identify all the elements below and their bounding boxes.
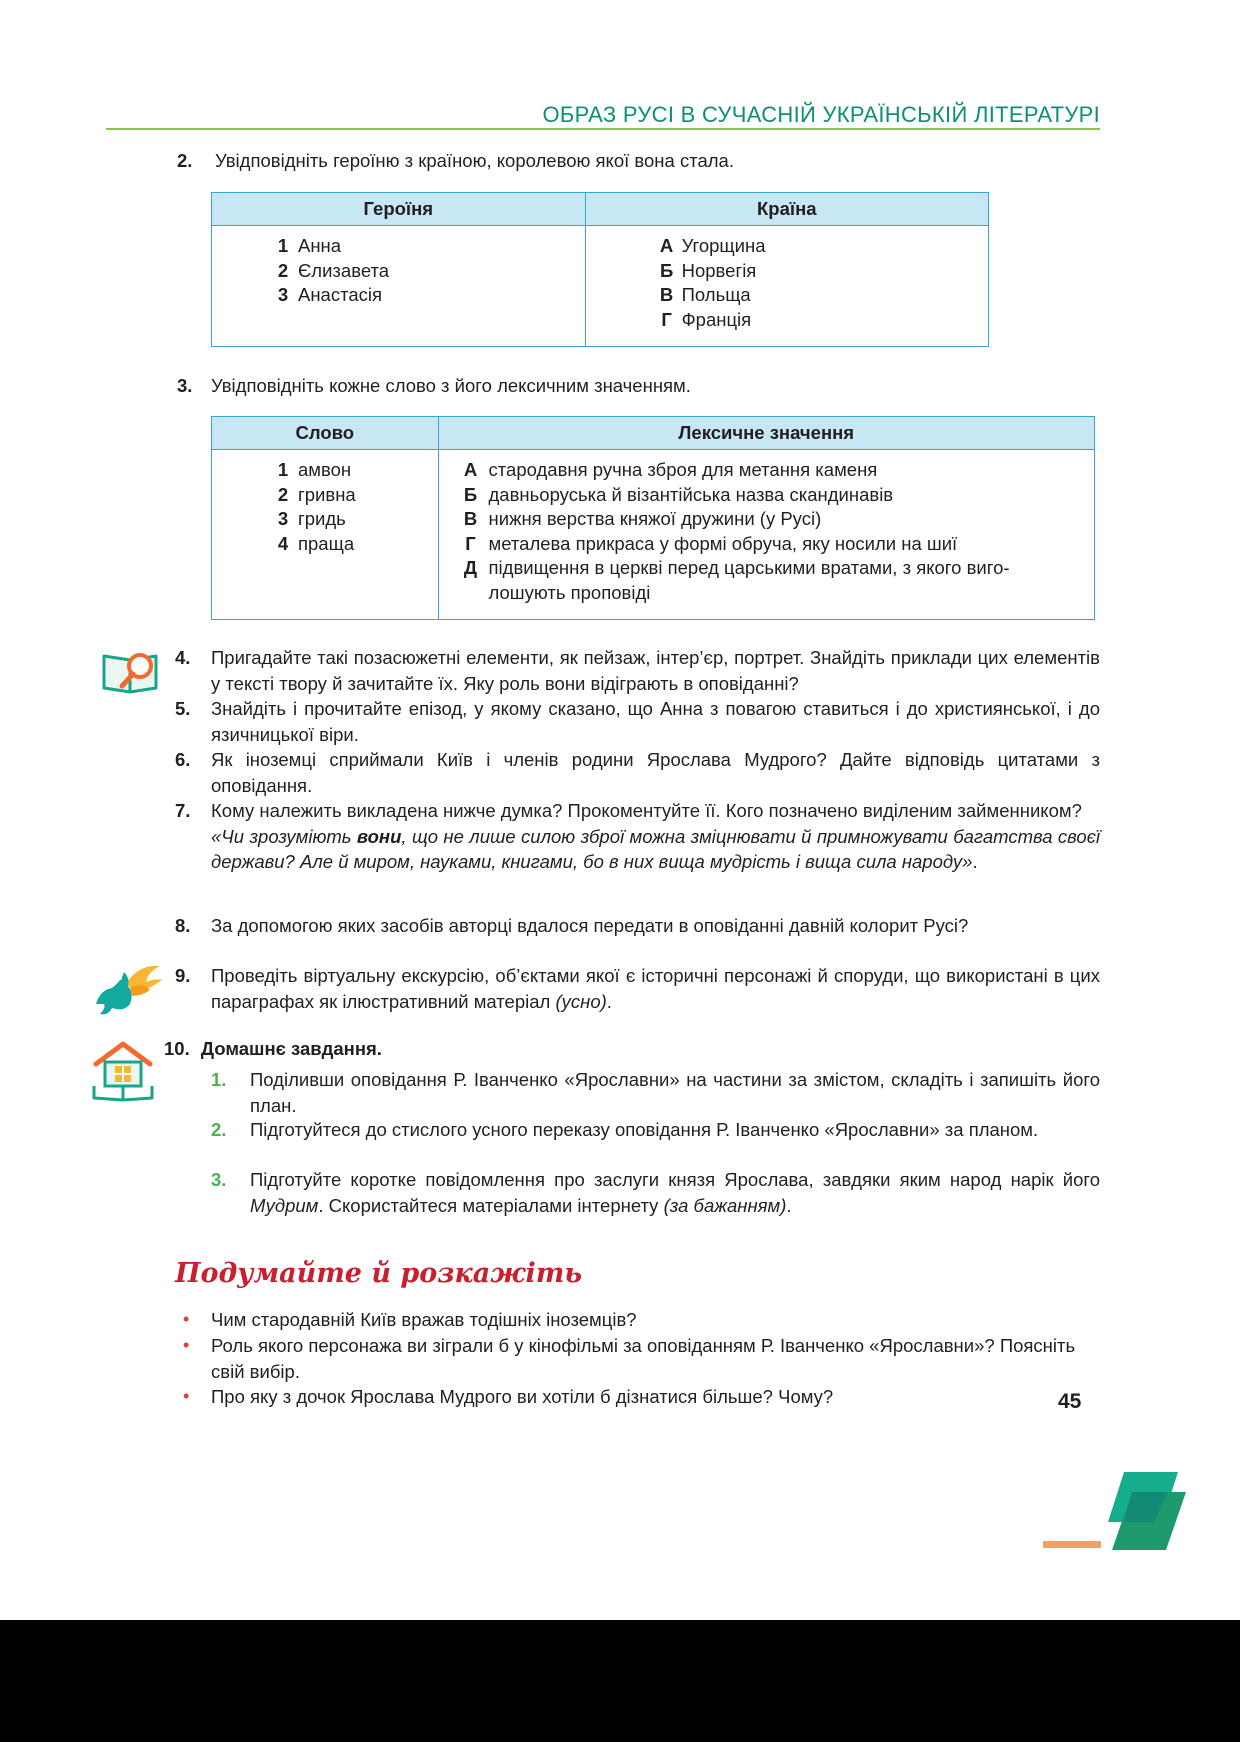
list-item: Г Франція (661, 308, 752, 330)
homework-number: 3. (211, 1169, 227, 1190)
quote: «Чи зрозуміють вони, що не лише силою зброї можна зміцнювати й примножувати багатства своєї держави? Але й миром, науками, книгами, бо в них вища мудрість і вища сила народу». (211, 825, 1100, 872)
page-number: 45 (1058, 1390, 1082, 1413)
list-item: 4 праща (277, 532, 355, 554)
question-number: 6. (175, 749, 191, 770)
list-item: В Польща (659, 284, 751, 305)
word-column (212, 450, 439, 620)
meaning-column (438, 450, 1094, 620)
bullet-item: • Чим стародавній Київ вражав тодішніх іноземців? (183, 1307, 1100, 1333)
list-item: 2 гривна (277, 483, 356, 505)
table-header-left: Героїня (212, 193, 586, 226)
list-item: Б давньоруська й візантійська назва скандинавів (463, 483, 894, 505)
table-header-right: Лексичне значення (438, 417, 1094, 450)
section-title: Подумайте й розкажіть (175, 1258, 583, 1289)
list-item: 3 Анастасія (277, 284, 383, 305)
highlighted-pronoun: вони (356, 825, 402, 847)
heroine-column (212, 226, 586, 347)
homework-text: Підготуйтеся до стислого усного переказу оповідання Р. Іванченко «Ярославни» за планом. (250, 1119, 1039, 1140)
question-9 (175, 963, 1100, 1014)
list-item: 3 гридь (277, 508, 346, 529)
bullet-dot: • (183, 1335, 190, 1355)
list-item: 1 Анна (277, 235, 342, 256)
question-text: Кому належить викладена нижче думка? Прокоментуйте її. Кого позначено виділеним займенником? (211, 800, 1082, 821)
word-meaning-table (211, 416, 1095, 620)
bullet-item: • Роль якого персонажа ви зіграли б у кінофільмі за оповіданням Р. Іванченко «Ярославни»? Поясніть свій вибір. (183, 1335, 1076, 1382)
list-item: 2 Єлизавета (277, 259, 390, 281)
question-number: 7. (175, 800, 191, 821)
bullet-item: • Про яку з дочок Ярослава Мудрого ви хотіли б дізнатися більше? Чому? (183, 1384, 1100, 1410)
bullet-dot: • (183, 1309, 190, 1329)
list-item: Г металева прикраса у формі обруча, яку носили на шиї (465, 532, 958, 554)
list-item: В нижня верства княжої дружини (у Русі) (463, 508, 822, 529)
header-rule (106, 128, 1100, 130)
running-title: ОБРАЗ РУСІ В СУЧАСНІЙ УКРАЇНСЬКІЙ ЛІТЕРАТУРІ (542, 102, 1100, 127)
house-book-icon (92, 1040, 154, 1102)
question-7 (175, 798, 1100, 875)
list-item: А Угорщина (659, 235, 766, 256)
bullet-dot: • (183, 1386, 190, 1406)
homework-number: 1. (211, 1069, 227, 1090)
country-column (585, 226, 988, 347)
question-text: Як іноземці сприймали Київ і членів родини Ярослава Мудрого? Дайте відповідь цитатами з оповідання. (211, 749, 1100, 796)
question-text: Пригадайте такі позасюжетні елементи, як пейзаж, інтер’єр, портрет. Знайдіть приклади цих елементів у тексті твору й зачитайте їх. Яку роль вони відіграють в оповіданні? (211, 647, 1100, 694)
question-number: 9. (175, 965, 191, 986)
question-text: За допомогою яких засобів авторці вдалося передати в оповіданні давній колорит Русі? (211, 915, 969, 936)
question-number: 3. (177, 375, 193, 396)
homework-item-2 (211, 1117, 1100, 1143)
heroine-country-table (211, 192, 989, 347)
homework-item-3 (211, 1167, 1100, 1218)
question-number: 8. (175, 915, 191, 936)
list-item-continuation: лошують проповіді (488, 581, 651, 603)
question-number: 5. (175, 698, 191, 719)
book-magnifier-icon (100, 646, 166, 696)
note: (усно) (555, 990, 607, 1012)
homework-text: Поділивши оповідання Р. Іванченко «Ярославни» на частини за змістом, складіть і запишіть його план. (250, 1069, 1100, 1116)
question-10 (164, 1036, 382, 1062)
list-item: Д підвищення в церкві перед царськими вратами, з якого виго- (463, 557, 1010, 578)
question-number: 2. (177, 150, 193, 171)
list-item: Б Норвегія (659, 259, 757, 281)
question-text: Увідповідніть кожне слово з його лексичним значенням. (211, 375, 691, 396)
page-number-underline (1043, 1541, 1101, 1548)
question-text: Увідповідніть героїню з країною, королевою якої вона стала. (215, 150, 734, 171)
table-header-right: Країна (585, 193, 988, 226)
list-item: 1 амвон (277, 459, 352, 480)
question-number: 10. (164, 1038, 190, 1059)
list-item: А стародавня ручна зброя для метання каменя (463, 459, 878, 480)
table-header-left: Слово (212, 417, 439, 450)
question-5 (175, 696, 1100, 747)
homework-text: Підготуйте коротке повідомлення про заслуги князя Ярослава, завдяки яким народ нарік його Мудрим. Скористайтеся матеріалами інтернету (за бажанням). (250, 1169, 1100, 1216)
question-2 (177, 148, 734, 173)
note: (за бажанням) (663, 1194, 787, 1216)
pegasus-icon (90, 960, 164, 1020)
homework-number: 2. (211, 1119, 227, 1140)
homework-title: Домашнє завдання. (200, 1038, 382, 1059)
question-4 (175, 645, 1100, 696)
question-text: Проведіть віртуальну екскурсію, об’єктами якої є історичні персонажі й споруди, що використані в цих параграфах як ілюстративний матеріал (усно). (211, 965, 1100, 1012)
homework-item-1 (211, 1067, 1100, 1118)
question-8 (175, 913, 1100, 939)
question-text: Знайдіть і прочитайте епізод, у якому сказано, що Анна з повагою ставиться і до християнської, і до язичницької віри. (211, 698, 1100, 745)
question-number: 4. (175, 647, 191, 668)
page-corner-decoration (1094, 1472, 1188, 1552)
question-6 (175, 747, 1100, 798)
question-3 (177, 373, 691, 398)
